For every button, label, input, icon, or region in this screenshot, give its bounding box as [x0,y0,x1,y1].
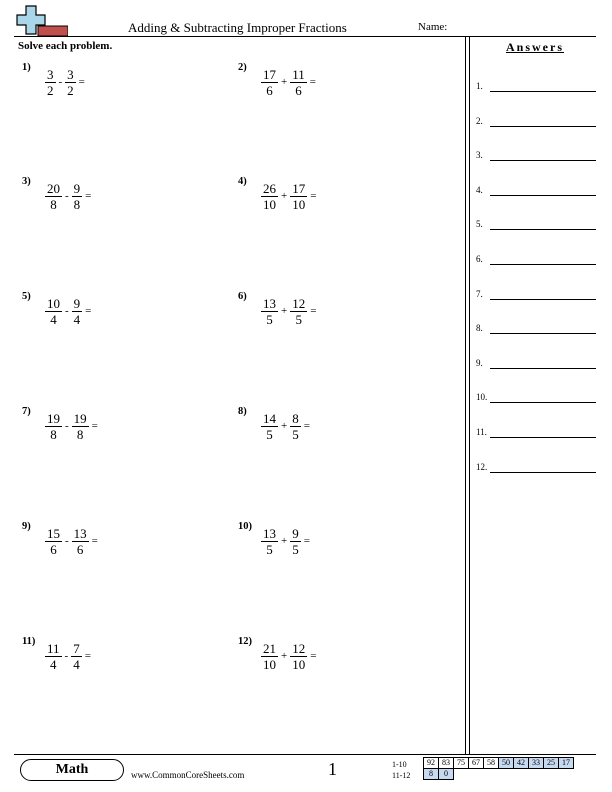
answer-blank[interactable] [490,160,596,161]
numerator: 12 [292,640,306,656]
score-cell: 17 [559,758,574,769]
equals-sign: = [78,76,85,88]
answer-line-10[interactable] [476,392,596,406]
score-row-label: 1-10 [392,760,407,769]
problem-expression [44,178,93,214]
answer-number: 7. [476,288,483,299]
answer-number: 12. [476,461,488,472]
answer-line-2[interactable] [476,116,596,130]
answers-heading: Answers [506,40,564,54]
score-labels [392,759,410,781]
denominator: 5 [295,311,302,327]
name-label: Name: [418,21,448,33]
numerator: 9 [292,525,299,541]
answer-number: 6. [476,254,483,264]
fraction-a [260,181,279,212]
answer-blank[interactable] [490,91,596,92]
operator: + [281,420,288,432]
denominator: 10 [263,196,276,212]
equals-sign: = [310,305,317,317]
numerator: 15 [47,525,60,541]
answer-number: 8. [476,323,483,334]
problem-expression [260,638,318,674]
numerator: 10 [47,295,60,311]
denominator: 8 [73,196,81,212]
score-cell: 8 [424,769,439,780]
operator: + [281,535,288,547]
denominator: 6 [295,82,302,98]
problem-number: 6) [238,291,247,302]
equals-sign: = [310,190,317,202]
operator: - [65,190,69,202]
score-cell: 92 [424,758,439,769]
numerator: 17 [292,180,306,196]
numerator: 17 [263,66,276,82]
numerator: 3 [67,66,74,82]
answer-number: 10. [476,392,488,403]
operator: - [65,535,69,547]
answer-blank[interactable] [490,402,596,403]
fraction-b [289,181,308,212]
score-cell-empty [529,769,544,780]
score-cell: 83 [439,758,454,769]
fraction-a [260,526,279,557]
denominator: 2 [47,82,54,98]
score-row [424,769,574,780]
fraction-b [289,296,308,327]
fraction-a [44,411,63,442]
equals-sign: = [85,305,92,317]
operator: + [281,76,288,88]
operator: + [281,190,288,202]
fraction-a [44,181,63,212]
fraction-a [44,526,63,557]
score-cell: 0 [439,769,454,780]
site-url: www.CommonCoreSheets.com [131,770,245,780]
denominator: 10 [292,656,306,672]
answer-blank[interactable] [490,368,596,369]
fraction-b [71,296,84,327]
numerator: 3 [47,66,54,82]
denominator: 4 [73,311,81,327]
footer-divider [14,754,596,755]
numerator: 8 [292,410,299,426]
score-cell: 67 [469,758,484,769]
answer-line-1[interactable] [476,81,596,95]
denominator: 8 [50,196,57,212]
fraction-b [289,411,302,442]
problem-expression [260,64,318,100]
answer-line-3[interactable] [476,150,596,164]
answer-line-11[interactable] [476,427,596,441]
fraction-a [260,296,279,327]
numerator: 9 [73,295,81,311]
answer-blank[interactable] [490,333,596,334]
denominator: 5 [292,426,299,442]
problem-expression [260,293,318,329]
denominator: 5 [292,541,299,557]
problem-expression [260,408,312,444]
page-number: 1 [328,759,337,779]
score-cell: 58 [484,758,499,769]
answer-line-4[interactable] [476,185,596,199]
numerator: 21 [263,640,276,656]
problem-number: 9) [22,521,31,532]
numerator: 7 [73,640,80,656]
answer-number: 11. [476,427,487,437]
denominator: 10 [292,196,306,212]
answer-blank[interactable] [490,264,596,265]
equals-sign: = [303,535,310,547]
column-divider [469,36,470,754]
fraction-b [289,526,302,557]
numerator: 13 [263,295,276,311]
fraction-b [289,641,308,672]
problem-expression [44,293,93,329]
numerator: 19 [73,410,87,426]
denominator: 4 [73,656,80,672]
answer-blank[interactable] [490,437,596,438]
score-cell-empty [499,769,514,780]
problem-expression [260,523,312,559]
numerator: 12 [292,295,306,311]
denominator: 2 [67,82,74,98]
denominator: 5 [266,311,273,327]
denominator: 6 [50,541,57,557]
operator: - [64,650,69,662]
fraction-b [71,181,84,212]
fraction-b [64,67,77,98]
fraction-b [289,67,308,98]
denominator: 8 [76,426,84,442]
equals-sign: = [84,650,91,662]
answer-number: 1. [476,81,483,91]
answer-blank[interactable] [490,195,596,196]
fraction-b [71,411,90,442]
denominator: 6 [266,82,273,98]
denominator: 8 [50,426,57,442]
problem-number: 2) [238,62,247,73]
answer-blank[interactable] [490,299,596,300]
score-cell: 25 [544,758,559,769]
operator: + [281,305,288,317]
problem-expression [44,523,100,559]
operator: - [65,420,69,432]
problem-number: 5) [22,291,31,302]
problem-expression [44,64,87,100]
score-cell: 42 [514,758,529,769]
score-cell: 75 [454,758,469,769]
page-title: Adding & Subtracting Improper Fractions [128,20,347,35]
score-row [424,758,574,769]
numerator: 11 [47,640,60,656]
denominator: 5 [266,541,273,557]
answer-line-6[interactable] [476,254,596,268]
score-table [423,757,574,780]
fraction-b [70,641,83,672]
subject-badge: Math [20,759,124,781]
answer-line-9[interactable] [476,358,596,372]
operator: + [281,650,288,662]
answer-blank[interactable] [490,472,596,473]
score-cell-empty [514,769,529,780]
score-cell-empty [544,769,559,780]
problem-number: 7) [22,406,31,417]
score-cell-empty [454,769,469,780]
answer-number: 5. [476,219,483,230]
problem-number: 1) [22,62,31,73]
equals-sign: = [91,535,98,547]
column-divider [465,36,466,754]
score-cell-empty [469,769,484,780]
score-row-label: 11-12 [392,771,411,780]
equals-sign: = [310,650,317,662]
score-cell-empty [559,769,574,780]
denominator: 6 [76,541,84,557]
fraction-a [260,641,279,672]
header-divider [14,36,596,37]
fraction-a [260,411,279,442]
numerator: 13 [263,525,276,541]
answer-line-5[interactable] [476,219,596,233]
numerator: 11 [292,66,305,82]
instructions: Solve each problem. [18,40,113,52]
fraction-a [44,641,63,672]
numerator: 9 [73,180,81,196]
numerator: 26 [263,180,276,196]
problem-expression [44,638,93,674]
fraction-b [71,526,90,557]
answer-line-7[interactable] [476,289,596,303]
problem-expression [44,408,100,444]
operator: - [65,305,69,317]
answer-line-8[interactable] [476,323,596,337]
answer-blank[interactable] [490,126,596,127]
answer-line-12[interactable] [476,462,596,476]
numerator: 14 [263,410,276,426]
answer-number: 9. [476,357,483,368]
equals-sign: = [303,420,310,432]
equals-sign: = [91,420,98,432]
answer-number: 2. [476,115,483,126]
score-cell: 33 [529,758,544,769]
equals-sign: = [85,190,92,202]
score-cell-empty [484,769,499,780]
fraction-a [44,296,63,327]
answer-number: 3. [476,150,483,161]
denominator: 5 [266,426,273,442]
denominator: 4 [50,656,57,672]
problem-number: 3) [22,176,31,187]
problem-number: 8) [238,406,247,417]
fraction-a [44,67,57,98]
operator: - [58,76,63,88]
fraction-a [260,67,279,98]
problem-expression [260,178,318,214]
problem-number: 4) [238,176,247,187]
answer-blank[interactable] [490,229,596,230]
score-cell: 50 [499,758,514,769]
problem-number: 10) [238,521,252,532]
numerator: 13 [73,525,87,541]
denominator: 10 [263,656,276,672]
plus-logo-icon [16,4,68,38]
answer-number: 4. [476,184,483,195]
numerator: 20 [47,180,60,196]
equals-sign: = [309,76,316,88]
denominator: 4 [50,311,57,327]
numerator: 19 [47,410,60,426]
problem-number: 11) [22,636,36,647]
problem-number: 12) [238,636,252,647]
